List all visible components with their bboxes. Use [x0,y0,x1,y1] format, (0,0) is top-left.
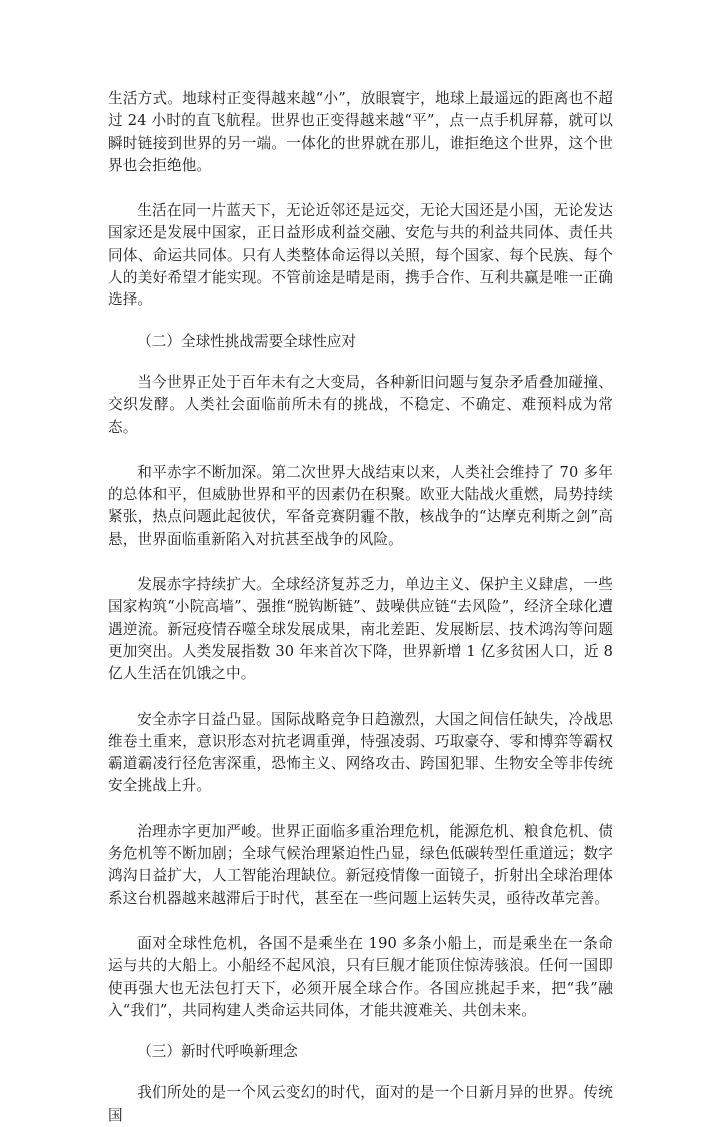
paragraph-gap [108,1022,613,1041]
paragraph-gap [108,551,613,574]
paragraph-peace-deficit: 和平赤字不断加深。第二次世界大战结束以来，人类社会维持了 70 多年的总体和平，但威胁世界和平的因素仍在积聚。欧亚大陆战火重燃，局势持续紧张，热点问题此起彼伏，军备竞赛阴霾不散，核战争的“达摩克利斯之剑”高悬，世界面临重新陷入对抗甚至战争的风险。 [108,463,613,548]
paragraph-3: 当今世界正处于百年未有之大变局，各种新旧问题与复杂矛盾叠加碰撞、交织发酵。人类社会面临前所未有的挑战，不稳定、不确定、难预料成为常态。 [108,373,613,436]
paragraph-gap [108,353,613,372]
paragraph-security-deficit: 安全赤字日益凸显。国际战略竞争日趋激烈，大国之间信任缺失，冷战思维卷土重来，意识形态对抗老调重弹，恃强凌弱、巧取豪夺、零和博弈等霸权霸道霸凌行径危害深重，恐怖主义、网络攻击、跨国犯罪、生物安全等非传统安全挑战上升。 [108,710,613,795]
paragraph-gap [108,910,613,933]
section-heading-2: （二）全球性挑战需要全球性应对 [137,332,357,350]
paragraph-governance-deficit: 治理赤字更加严峻。世界正面临多重治理危机，能源危机、粮食危机、债务危机等不断加剧；全球气候治理紧迫性凸显，绿色低碳转型任重道远；数字鸿沟日益扩大，人工智能治理缺位。新冠疫情像一面镜子，折射出全球治理体系这台机器越来越滞后于时代，甚至在一些问题上运转失灵，亟待改革完善。 [108,822,613,907]
paragraph-gap [108,177,613,200]
paragraph-gap [108,798,613,821]
paragraph-2: 生活在同一片蓝天下，无论近邻还是远交，无论大国还是小国，无论发达国家还是发展中国家，正日益形成利益交融、安危与共的利益共同体、责任共同体、命运共同体。只有人类整体命运得以关照，每个国家、每个民族、每个人的美好希望才能实现。不管前途是晴是雨，携手合作、互利共赢是唯一正确选择。 [108,202,613,309]
paragraph-1: 生活方式。地球村正变得越来越“小”，放眼寰宇，地球上最遥远的距离也不超过 24 小时的直飞航程。世界也正变得越来越“平”，点一点手机屏幕，就可以瞬时链接到世界的另一端。一体化的世界就在那儿，谁拒绝这个世界，这个世界也会拒绝他。 [108,90,613,174]
paragraph-gap [108,686,613,709]
paragraph-last: 我们所处的是一个风云变幻的时代，面对的是一个日新月异的世界。传统国 [108,1084,613,1124]
paragraph-gap [108,1063,613,1082]
document-page [108,88,613,1127]
paragraph-development-deficit: 发展赤字持续扩大。全球经济复苏乏力，单边主义、保护主义肆虐，一些国家构筑“小院高墙”、强推“脱钩断链”、鼓噪供应链“去风险”，经济全球化遭遇逆流。新冠疫情吞噬全球发展成果，南北差距、发展断层、技术鸿沟等问题更加突出。人类发展指数 30 年来首次下降，世界新增 1 亿多贫困人口，近 8 亿人生活在饥饿之中。 [108,576,613,683]
section-heading-3: （三）新时代呼唤新理念 [137,1043,298,1061]
paragraph-gap [108,312,613,331]
paragraph-global-crisis: 面对全球性危机，各国不是乘坐在 190 多条小船上，而是乘坐在一条命运与共的大船上。小船经不起风浪，只有巨舰才能顶住惊涛骇浪。任何一国即使再强大也无法包打天下，必须开展全球合作。各国应挑起手来，把“我”融入“我们”，共同构建人类命运共同体，才能共渡难关、共创未来。 [108,934,613,1019]
paragraph-gap [108,439,613,462]
